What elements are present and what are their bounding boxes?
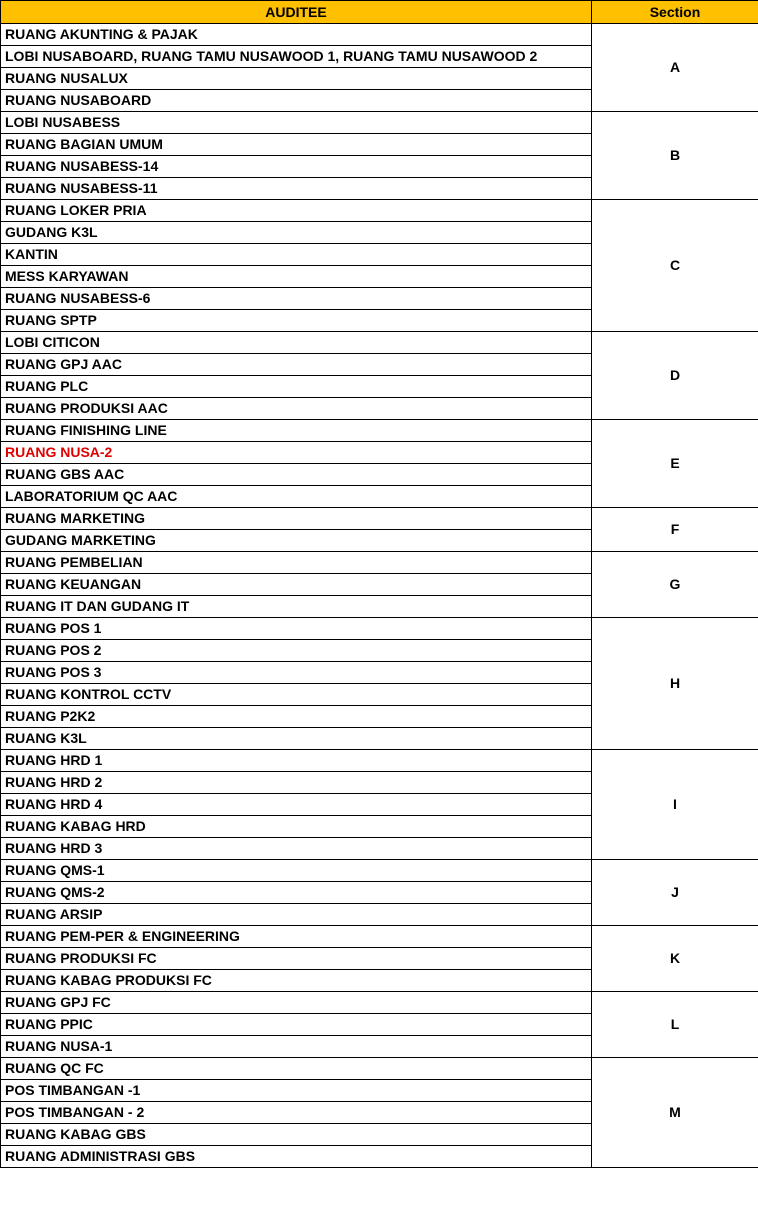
auditee-cell: RUANG AKUNTING & PAJAK xyxy=(1,24,592,46)
auditee-cell: RUANG GBS AAC xyxy=(1,464,592,486)
section-cell: M xyxy=(592,1058,758,1168)
auditee-cell: RUANG QC FC xyxy=(1,1058,592,1080)
table-row xyxy=(1,926,758,948)
auditee-cell: RUANG HRD 3 xyxy=(1,838,592,860)
table-body xyxy=(1,24,758,1168)
table-row xyxy=(1,24,758,46)
section-cell: E xyxy=(592,420,758,508)
section-cell: C xyxy=(592,200,758,332)
section-cell: H xyxy=(592,618,758,750)
auditee-cell: RUANG HRD 4 xyxy=(1,794,592,816)
auditee-cell: RUANG NUSABESS-14 xyxy=(1,156,592,178)
auditee-cell: RUANG KABAG GBS xyxy=(1,1124,592,1146)
auditee-cell: RUANG P2K2 xyxy=(1,706,592,728)
auditee-cell: RUANG PEM-PER & ENGINEERING xyxy=(1,926,592,948)
auditee-cell: RUANG NUSABESS-11 xyxy=(1,178,592,200)
auditee-cell: MESS KARYAWAN xyxy=(1,266,592,288)
auditee-cell: RUANG NUSA-1 xyxy=(1,1036,592,1058)
auditee-cell: RUANG PEMBELIAN xyxy=(1,552,592,574)
auditee-cell: GUDANG MARKETING xyxy=(1,530,592,552)
auditee-cell: RUANG NUSA-2 xyxy=(1,442,592,464)
auditee-cell: RUANG KABAG HRD xyxy=(1,816,592,838)
auditee-cell: RUANG PRODUKSI FC xyxy=(1,948,592,970)
auditee-cell: RUANG SPTP xyxy=(1,310,592,332)
auditee-cell: RUANG NUSALUX xyxy=(1,68,592,90)
auditee-cell: RUANG POS 1 xyxy=(1,618,592,640)
auditee-cell: RUANG NUSABESS-6 xyxy=(1,288,592,310)
table-row xyxy=(1,992,758,1014)
table-row xyxy=(1,332,758,354)
auditee-cell: KANTIN xyxy=(1,244,592,266)
auditee-cell: POS TIMBANGAN - 2 xyxy=(1,1102,592,1124)
section-column-header: Section xyxy=(592,1,758,24)
section-cell: K xyxy=(592,926,758,992)
auditee-cell: LOBI NUSABOARD, RUANG TAMU NUSAWOOD 1, RUANG TAMU NUSAWOOD 2 xyxy=(1,46,592,68)
section-cell: A xyxy=(592,24,758,112)
auditee-cell: RUANG PLC xyxy=(1,376,592,398)
auditee-cell: RUANG HRD 1 xyxy=(1,750,592,772)
auditee-cell: RUANG POS 2 xyxy=(1,640,592,662)
table-row xyxy=(1,750,758,772)
auditee-cell: RUANG BAGIAN UMUM xyxy=(1,134,592,156)
auditee-cell: POS TIMBANGAN -1 xyxy=(1,1080,592,1102)
auditee-cell: RUANG QMS-1 xyxy=(1,860,592,882)
auditee-cell: RUANG ADMINISTRASI GBS xyxy=(1,1146,592,1168)
auditee-cell: RUANG KONTROL CCTV xyxy=(1,684,592,706)
section-cell: G xyxy=(592,552,758,618)
section-cell: J xyxy=(592,860,758,926)
auditee-cell: RUANG PRODUKSI AAC xyxy=(1,398,592,420)
table-row xyxy=(1,1058,758,1080)
table-row xyxy=(1,552,758,574)
auditee-cell: RUANG GPJ FC xyxy=(1,992,592,1014)
auditee-column-header: AUDITEE xyxy=(1,1,592,24)
header-row xyxy=(1,1,758,24)
table-row xyxy=(1,200,758,222)
auditee-cell: RUANG K3L xyxy=(1,728,592,750)
section-cell: B xyxy=(592,112,758,200)
auditee-cell: RUANG QMS-2 xyxy=(1,882,592,904)
auditee-cell: RUANG IT DAN GUDANG IT xyxy=(1,596,592,618)
section-cell: D xyxy=(592,332,758,420)
auditee-cell: RUANG KABAG PRODUKSI FC xyxy=(1,970,592,992)
table-row xyxy=(1,112,758,134)
section-cell: I xyxy=(592,750,758,860)
auditee-cell: RUANG ARSIP xyxy=(1,904,592,926)
auditee-cell: LOBI CITICON xyxy=(1,332,592,354)
auditee-cell: GUDANG K3L xyxy=(1,222,592,244)
table-row xyxy=(1,508,758,530)
auditee-cell: RUANG NUSABOARD xyxy=(1,90,592,112)
auditee-cell: RUANG LOKER PRIA xyxy=(1,200,592,222)
table-row xyxy=(1,860,758,882)
auditee-cell: RUANG POS 3 xyxy=(1,662,592,684)
auditee-cell: LOBI NUSABESS xyxy=(1,112,592,134)
auditee-cell: LABORATORIUM QC AAC xyxy=(1,486,592,508)
auditee-cell: RUANG GPJ AAC xyxy=(1,354,592,376)
auditee-cell: RUANG KEUANGAN xyxy=(1,574,592,596)
auditee-cell: RUANG MARKETING xyxy=(1,508,592,530)
auditee-cell: RUANG HRD 2 xyxy=(1,772,592,794)
table-row xyxy=(1,618,758,640)
table-row xyxy=(1,420,758,442)
auditee-cell: RUANG FINISHING LINE xyxy=(1,420,592,442)
auditee-cell: RUANG PPIC xyxy=(1,1014,592,1036)
section-cell: L xyxy=(592,992,758,1058)
section-cell: F xyxy=(592,508,758,552)
